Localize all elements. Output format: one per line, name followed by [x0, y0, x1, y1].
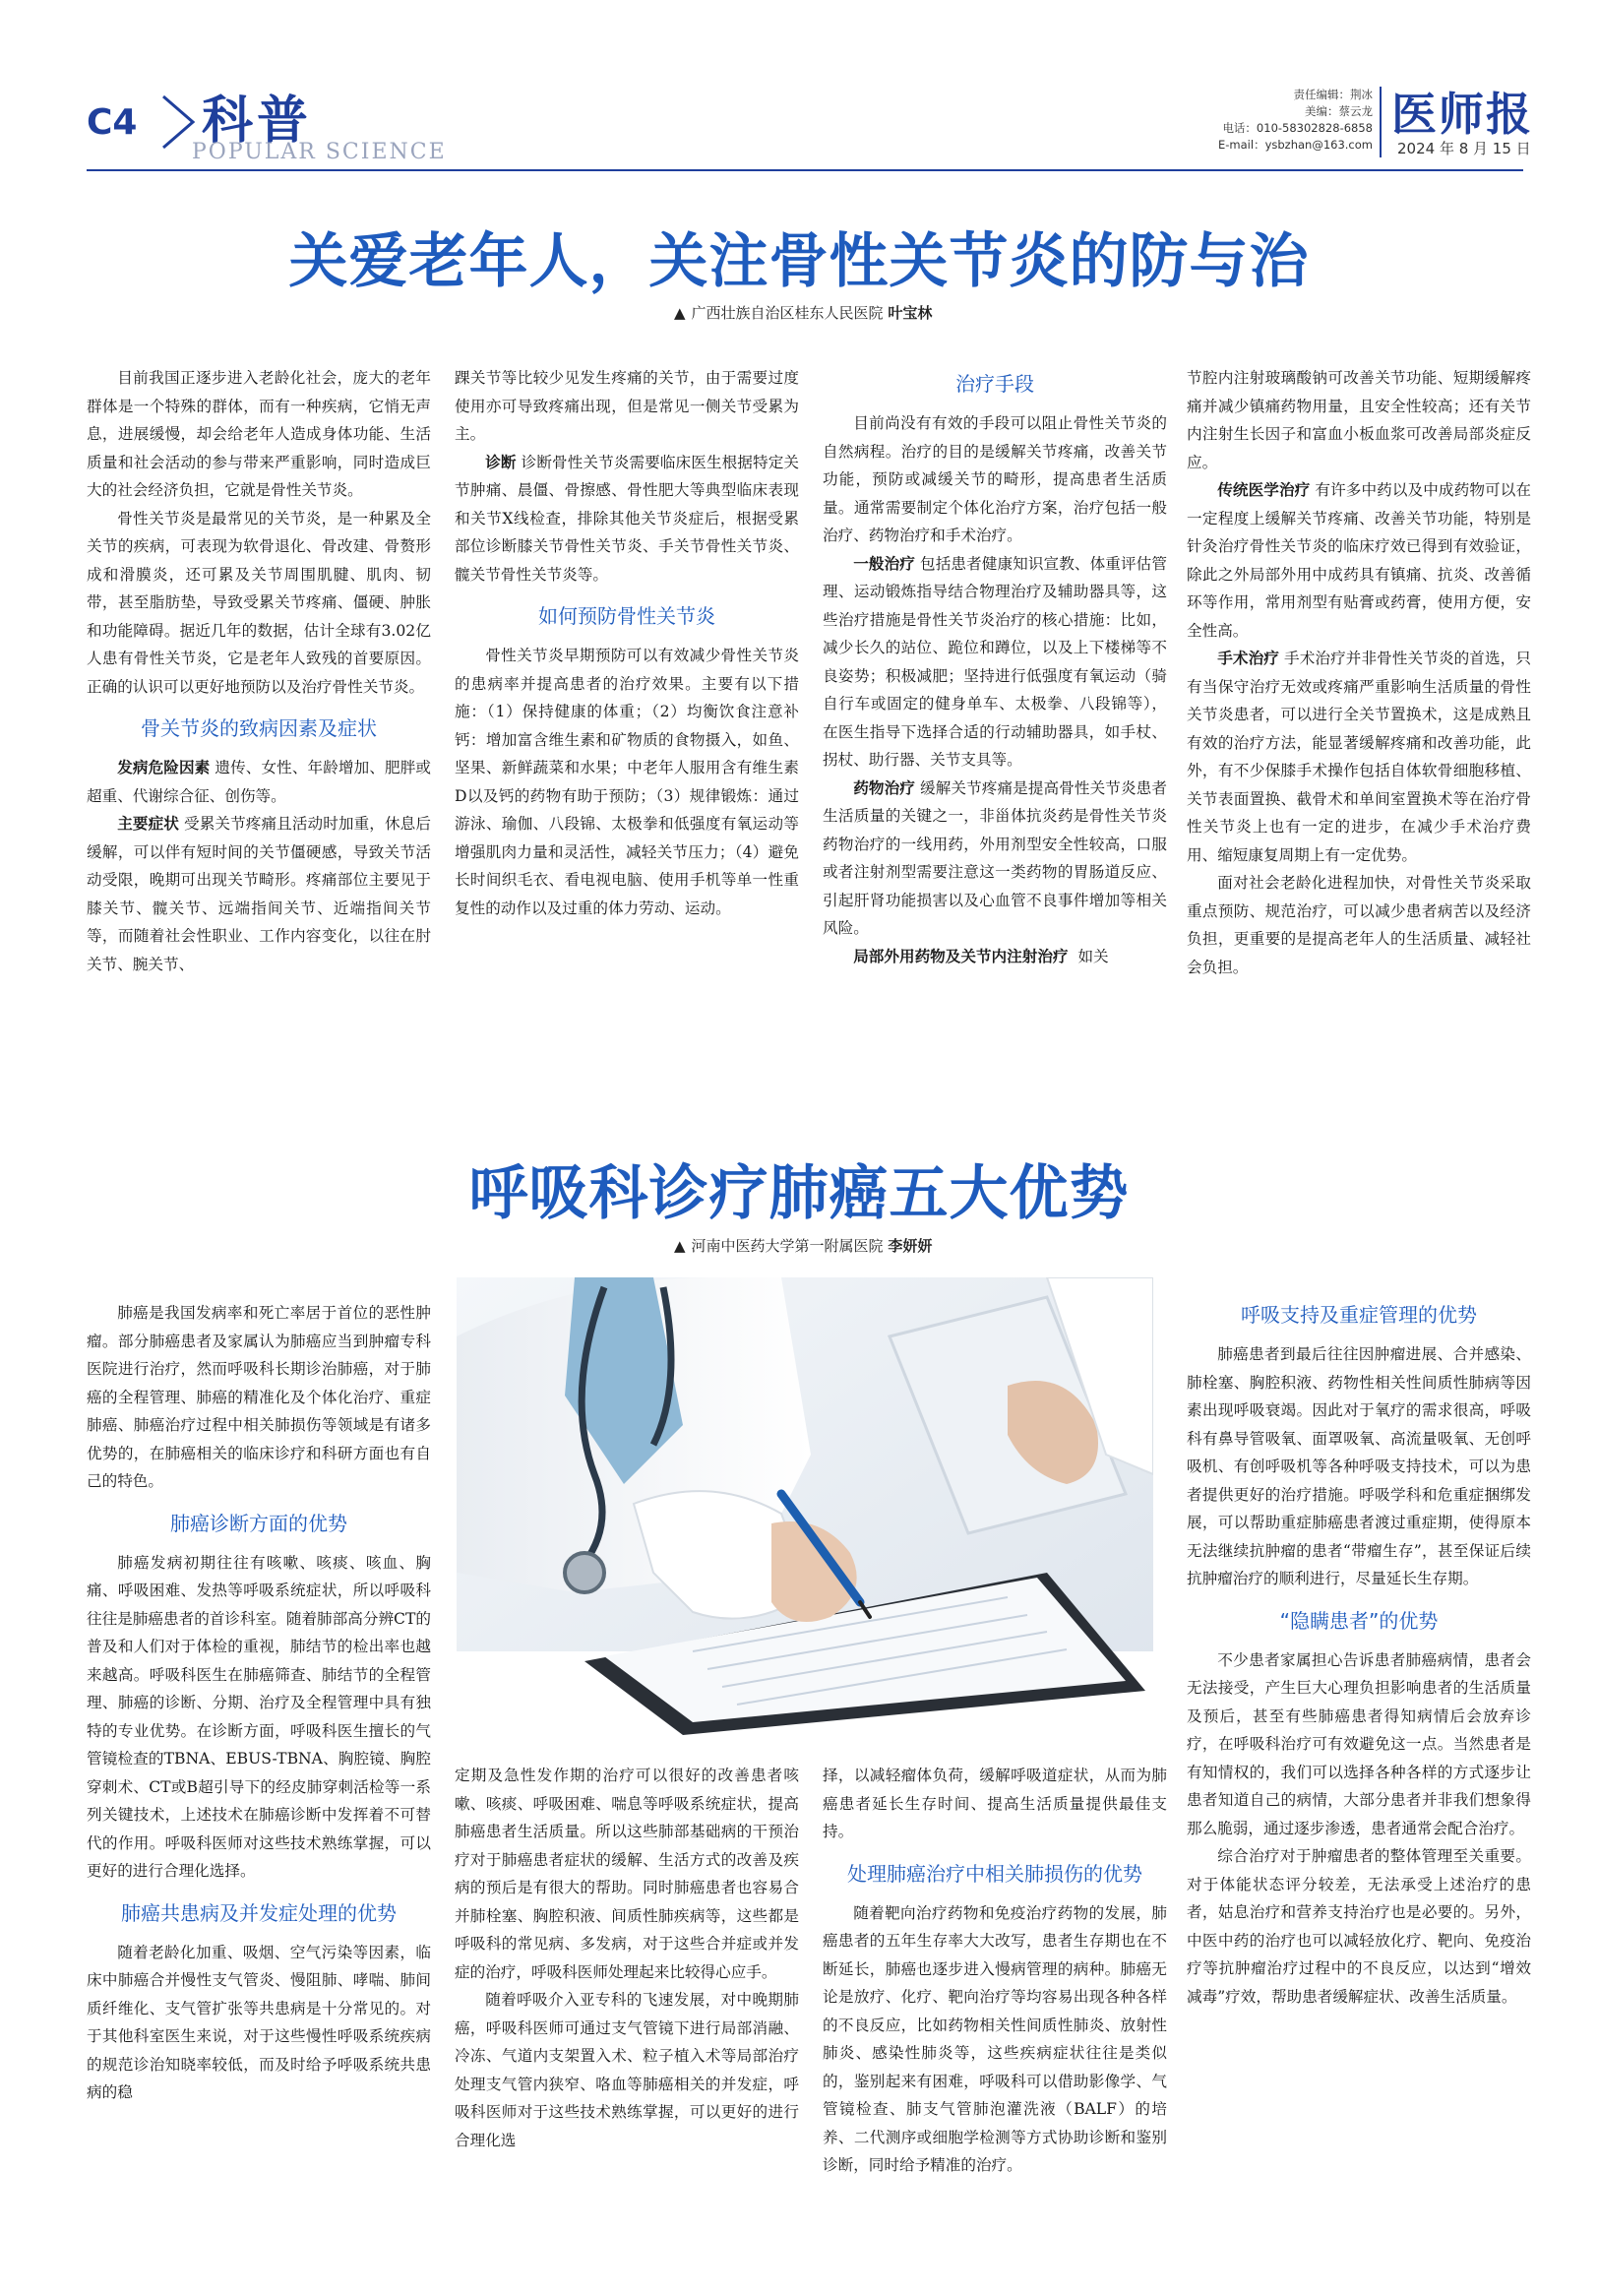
section-heading: 肺癌诊断方面的优势 [170, 1511, 347, 1535]
issue-date: 2024 年 8 月 15 日 [1397, 140, 1531, 157]
paragraph: 面对社会老龄化进程加快，对骨性关节炎采取重点预防、规范治疗，可以减少患者病苦以及经济负担，更重要的是提高老年人的生活质量、减轻社会负担。 [1187, 874, 1531, 976]
paragraph-body: 有许多中药以及中成药物可以在一定程度上缓解关节疼痛、改善关节功能，特别是针灸治疗骨性关节炎的临床疗效已得到有效验证，除此之外局部外用中成药具有镇痛、抗炎、改善循环等作用，常用剂型有贴膏或药膏，使用方便，安全性高。 [1187, 481, 1531, 640]
section-heading: 肺癌共患病及并发症处理的优势 [121, 1900, 397, 1925]
paragraph: 综合治疗对于肿瘤患者的整体管理至关重要。对于体能状态评分较差，无法承受上述治疗的患者，姑息治疗和营养支持治疗也是必要的。另外，中医中药的治疗也可以减轻放化疗、靶向、免疫治疗等抗肿瘤治疗过程中的不良反应，以达到“增效减毒”疗效，帮助患者缓解症状、改善生活质量。 [1187, 1847, 1531, 2006]
section-title: 科普 [202, 92, 313, 151]
paragraph: 肺癌患者到最后往往因肿瘤进展、合并感染、肺栓塞、胸腔积液、药物性相关性间质性肺病等因素出现呼吸衰竭。因此对于氧疗的需求很高，呼吸科有鼻导管吸氧、面罩吸氧、高流量吸氧、无创呼吸机、有创呼吸机等各种呼吸支持技术，可以为患者提供更好的治疗措施。呼吸学科和危重症捆绑发展，可以帮助重症肺癌患者渡过重症期，使得原本无法继续抗肿瘤的患者“带瘤生存”，甚至保证后续抗肿瘤治疗的顺利进行，尽量延长生存期。 [1187, 1345, 1531, 1587]
section-heading: “隐瞒患者”的优势 [1279, 1608, 1439, 1633]
paragraph [823, 943, 1167, 971]
paragraph: 骨性关节炎早期预防可以有效减少骨性关节炎的患病率并提高患者的治疗效果。主要有以下措施：（1）保持健康的体重；（2）均衡饮食注意补钙：增加富含维生素和矿物质的食物摄入，如鱼、坚果、新鲜蔬菜和水果；中老年人服用含有维生素D以及钙的药物有助于预防；（3）规律锻炼：通过游泳、瑜伽、八段锦、太极拳和低强度有氧运动等增强肌肉力量和灵活性，减轻关节压力；（4）避免长时间织毛衣、看电视电脑、使用手机等单一性重复性的动作以及过重的体力劳动、运动。 [455, 647, 799, 917]
editorial-info [1141, 87, 1373, 154]
article1-column-2 [455, 364, 799, 922]
paragraph: 肺癌是我国发病率和死亡率居于首位的恶性肿瘤。部分肺癌患者及家属认为肺癌应当到肿瘤专科医院进行治疗，然而呼吸科长期诊治肺癌，对于肺癌的全程管理、肺癌的精准化及个体化治疗、重症肺癌、肺癌治疗过程中相关肺损伤等领域是有诸多优势的，在肺癌相关的临床诊疗和科研方面也有自己的特色。 [87, 1304, 431, 1490]
paragraph-lead: 一般治疗 [853, 554, 915, 573]
article2-author-name: 李妍妍 [888, 1237, 933, 1255]
article1-title: 关爱老年人，关注骨性关节炎的防与治 [288, 227, 1310, 296]
designer-credit: 美编：蔡云龙 [1305, 104, 1373, 118]
paragraph [455, 449, 799, 590]
article1-author-org: 广西壮族自治区桂东人民医院 [691, 304, 884, 322]
article2-byline [674, 1235, 932, 1256]
paragraph: 随着老龄化加重、吸烟、空气污染等因素，临床中肺癌合并慢性支气管炎、慢阻肺、哮喘、肺间质纤维化、支气管扩张等共患病是十分常见的。对于其他科室医生来说，对于这些慢性呼吸系统疾病的规范诊治知晓率较低，而及时给予呼吸系统共患病的稳 [87, 1943, 431, 2101]
header-rule [87, 169, 1523, 171]
section-heading: 骨关节炎的致病因素及症状 [141, 716, 377, 740]
paragraph: 目前我国正逐步进入老龄化社会，庞大的老年群体是一个特殊的群体，而有一种疾病，它悄无声息，进展缓慢，却会给老年人造成身体功能、生活质量和社会活动的参与带来严重影响，同时造成巨大的社会经济负担，它就是骨性关节炎。 [87, 369, 431, 499]
header-divider [1380, 87, 1382, 157]
paragraph [87, 810, 431, 978]
article1-column-4 [1187, 364, 1531, 981]
paragraph-body: 遗传、女性、年龄增加、肥胖或超重、代谢综合征、创伤等。 [87, 759, 431, 805]
article1-byline [674, 302, 932, 323]
paragraph-body: 受累关节疼痛且活动时加重，休息后缓解，可以伴有短时间的关节僵硬感，导致关节活动受限，晚期可出现关节畸形。疼痛部位主要见于膝关节、髋关节、远端指间关节、近端指间关节等，而随着社会性职业、工作内容变化，以往在肘关节、腕关节、 [87, 815, 431, 973]
triangle-up-icon: ▲ [674, 304, 686, 322]
article2-column-2 [455, 1762, 799, 2154]
paragraph-lead: 手术治疗 [1217, 650, 1279, 667]
paragraph: 随着呼吸介入亚专科的飞速发展，对中晚期肺癌，呼吸科医师可通过支气管镜下进行局部消融、冷冻、气道内支架置入术、粒子植入术等局部治疗处理支气管内狭窄、咯血等肺癌相关的并发症，呼吸科医师对于这些技术熟练掌握，可以更好的进行合理化选 [455, 1991, 799, 2149]
paragraph [823, 550, 1167, 775]
paragraph-body: 包括患者健康知识宣教、体重评估管理、运动锻炼指导结合物理治疗及辅助器具等，这些治疗措施是骨性关节炎治疗的核心措施：比如，减少长久的站位、跪位和蹲位，以及上下楼梯等不良姿势；积极减肥；坚持进行低强度有氧运动（骑自行车或固定的健身单车、太极拳、八段锦等），在医生指导下选择合适的行动辅助器具，如手杖、拐杖、助行器、关节支具等。 [823, 554, 1167, 769]
article2-column-4 [1187, 1299, 1531, 2011]
paragraph [87, 754, 431, 810]
contact-phone: 电话：010-58302828-6858 [1222, 121, 1373, 135]
editor-credit: 责任编辑：荆冰 [1293, 88, 1373, 101]
paragraph-lead: 主要症状 [117, 815, 179, 833]
paragraph: 目前尚没有有效的手段可以阻止骨性关节炎的自然病程。治疗的目的是缓解关节疼痛，改善关节功能，预防或减缓关节的畸形，提高患者生活质量。通常需要制定个体化治疗方案，治疗包括一般治疗、药物治疗和手术治疗。 [823, 414, 1167, 544]
paragraph [1187, 645, 1531, 869]
paragraph-lead: 局部外用药物及关节内注射治疗 [853, 947, 1069, 965]
section-heading: 如何预防骨性关节炎 [538, 604, 715, 628]
page-number: C4 [87, 102, 138, 143]
paragraph: 不少患者家属担心告诉患者肺癌病情，患者会无法接受，产生巨大心理负担影响患者的生活质量及预后，甚至有些肺癌患者得知病情后会放弃诊疗，在呼吸科治疗可有效避免这一点。当然患者是有知情权的，我们可以选择各种各样的方式逐步让患者知道自己的病情，大部分患者并非我们想象得那么脆弱，通过逐步渗透，患者通常会配合治疗。 [1187, 1650, 1531, 1837]
article1-column-3 [823, 364, 1167, 970]
section-heading: 处理肺癌治疗中相关肺损伤的优势 [847, 1861, 1142, 1886]
section-heading: 治疗手段 [955, 372, 1034, 396]
section-subtitle-en: POPULAR SCIENCE [192, 140, 447, 164]
paragraph-body: 如关 [1077, 947, 1109, 965]
paragraph: 肺癌发病初期往往有咳嗽、咳痰、咳血、胸痛、呼吸困难、发热等呼吸系统症状，所以呼吸科往往是肺癌患者的首诊科室。随着肺部高分辨CT的普及和人们对于体检的重视，肺结节的检出率也越来越高。呼吸科医生在肺癌筛查、肺结节的全程管理、肺癌的诊断、分期、治疗及全程管理中具有独特的专业优势。在诊断方面，呼吸科医生擅长的气管镜检查的TBNA、EBUS-TBNA、胸腔镜、胸腔穿刺术、CT或B超引导下的经皮肺穿刺活检等一系列关键技术，上述技术在肺癌诊断中发挥着不可替代的作用。呼吸科医师对这些技术熟练掌握，可以更好的进行合理化选择。 [87, 1553, 431, 1880]
page-header [0, 0, 1598, 187]
paragraph: 随着靶向治疗药物和免疫治疗药物的发展，肺癌患者的五年生存率大大改写，患者生存期也在不断延长，肺癌也逐步进入慢病管理的病种。肺癌无论是放疗、化疗、靶向治疗等均容易出现各种各样的不良反应，比如药物相关性间质性肺炎、放射性肺炎、感染性肺炎等，这些疾病症状往往是类似的，鉴别起来有困难，呼吸科可以借助影像学、气管镜检查、肺支气管肺泡灌洗液（BALF）的培养、二代测序或细胞学检测等方式协助诊断和鉴别诊断，同时给予精准的治疗。 [823, 1903, 1167, 2174]
contact-email: E-mail：ysbzhan@163.com [1218, 138, 1373, 152]
paragraph-lead: 药物治疗 [853, 778, 915, 797]
paragraph-body: 诊断骨性关节炎需要临床医生根据特定关节肿痛、晨僵、骨擦感、骨性肥大等典型临床表现和关节X线检查，排除其他关节炎症后，根据受累部位诊断膝关节骨性关节炎、手关节骨性关节炎、髋关节骨性关节炎等。 [455, 453, 799, 584]
paragraph-lead: 诊断 [485, 453, 517, 471]
section-heading: 呼吸支持及重症管理的优势 [1241, 1303, 1477, 1327]
paragraph: 骨性关节炎是最常见的关节炎，是一种累及全关节的疾病，可表现为软骨退化、骨改建、骨赘形成和滑膜炎，还可累及关节周围肌腱、肌肉、韧带，甚至脂肪垫，导致受累关节疼痛、僵硬、肿胀和功能障碍。据近几年的数据，估计全球有3.02亿人患有骨性关节炎，它是老年人致残的首要原因。正确的认识可以更好地预防以及治疗骨性关节炎。 [87, 509, 431, 696]
paragraph: 踝关节等比较少见发生疼痛的关节，由于需要过度使用亦可导致疼痛出现，但是常见一侧关节受累为主。 [455, 369, 799, 443]
paragraph-body: 缓解关节疼痛是提高骨性关节炎患者生活质量的关键之一，非甾体抗炎药是骨性关节炎药物治疗的一线用药，外用剂型安全性较高，口服或者注射剂型需要注意这一类药物的胃肠道反应、引起肝肾功能损害以及心血管不良事件增加等相关风险。 [823, 778, 1167, 937]
paragraph: 节腔内注射玻璃酸钠可改善关节功能、短期缓解疼痛并减少镇痛药物用量，且安全性较高；还有关节内注射生长因子和富血小板血浆可改善局部炎症反应。 [1187, 369, 1531, 471]
article2-author-org: 河南中医药大学第一附属医院 [691, 1237, 884, 1255]
doctor-writing-photo [457, 1277, 1153, 1735]
triangle-up-icon: ▲ [674, 1237, 686, 1255]
paragraph: 择，以减轻瘤体负荷，缓解呼吸道症状，从而为肺癌患者延长生存时间、提高生活质量提供最佳支持。 [823, 1767, 1167, 1840]
paragraph-lead: 传统医学治疗 [1217, 481, 1311, 499]
paragraph: 定期及急性发作期的治疗可以很好的改善患者咳嗽、咳痰、呼吸困难、喘息等呼吸系统症状，提高肺癌患者生活质量。所以这些肺部基础病的干预治疗对于肺癌患者症状的缓解、生活方式的改善及疾病的预后是有很大的帮助。同时肺癌患者也容易合并肺栓塞、胸腔积液、间质性肺疾病等，这些都是呼吸科的常见病、多发病，对于这些合并症或并发症的治疗，呼吸科医师处理起来比较得心应手。 [455, 1767, 799, 1981]
paragraph [823, 775, 1167, 943]
article1-column-1 [87, 364, 431, 978]
doctor-illustration [457, 1277, 1153, 1735]
article2-column-3 [823, 1762, 1167, 2180]
article1-author-name: 叶宝林 [888, 304, 933, 322]
paragraph-body: 手术治疗并非骨性关节炎的首选，只有当保守治疗无效或疼痛严重影响生活质量的骨性关节炎患者，可以进行全关节置换术，这是成熟且有效的治疗方法，能显著缓解疼痛和改善功能，此外，有不少保膝手术操作包括自体软骨细胞移植、关节表面置换、截骨术和单间室置换术等在治疗骨性关节炎上也有一定的进步，在减少手术治疗费用、缩短康复周期上有一定优势。 [1187, 650, 1531, 864]
newspaper-logo: 医师报 [1391, 88, 1533, 141]
paragraph [1187, 476, 1531, 645]
paragraph-lead: 发病危险因素 [117, 759, 211, 776]
article2-column-1 [87, 1299, 431, 2107]
article2-title: 呼吸科诊疗肺癌五大优势 [468, 1159, 1130, 1228]
